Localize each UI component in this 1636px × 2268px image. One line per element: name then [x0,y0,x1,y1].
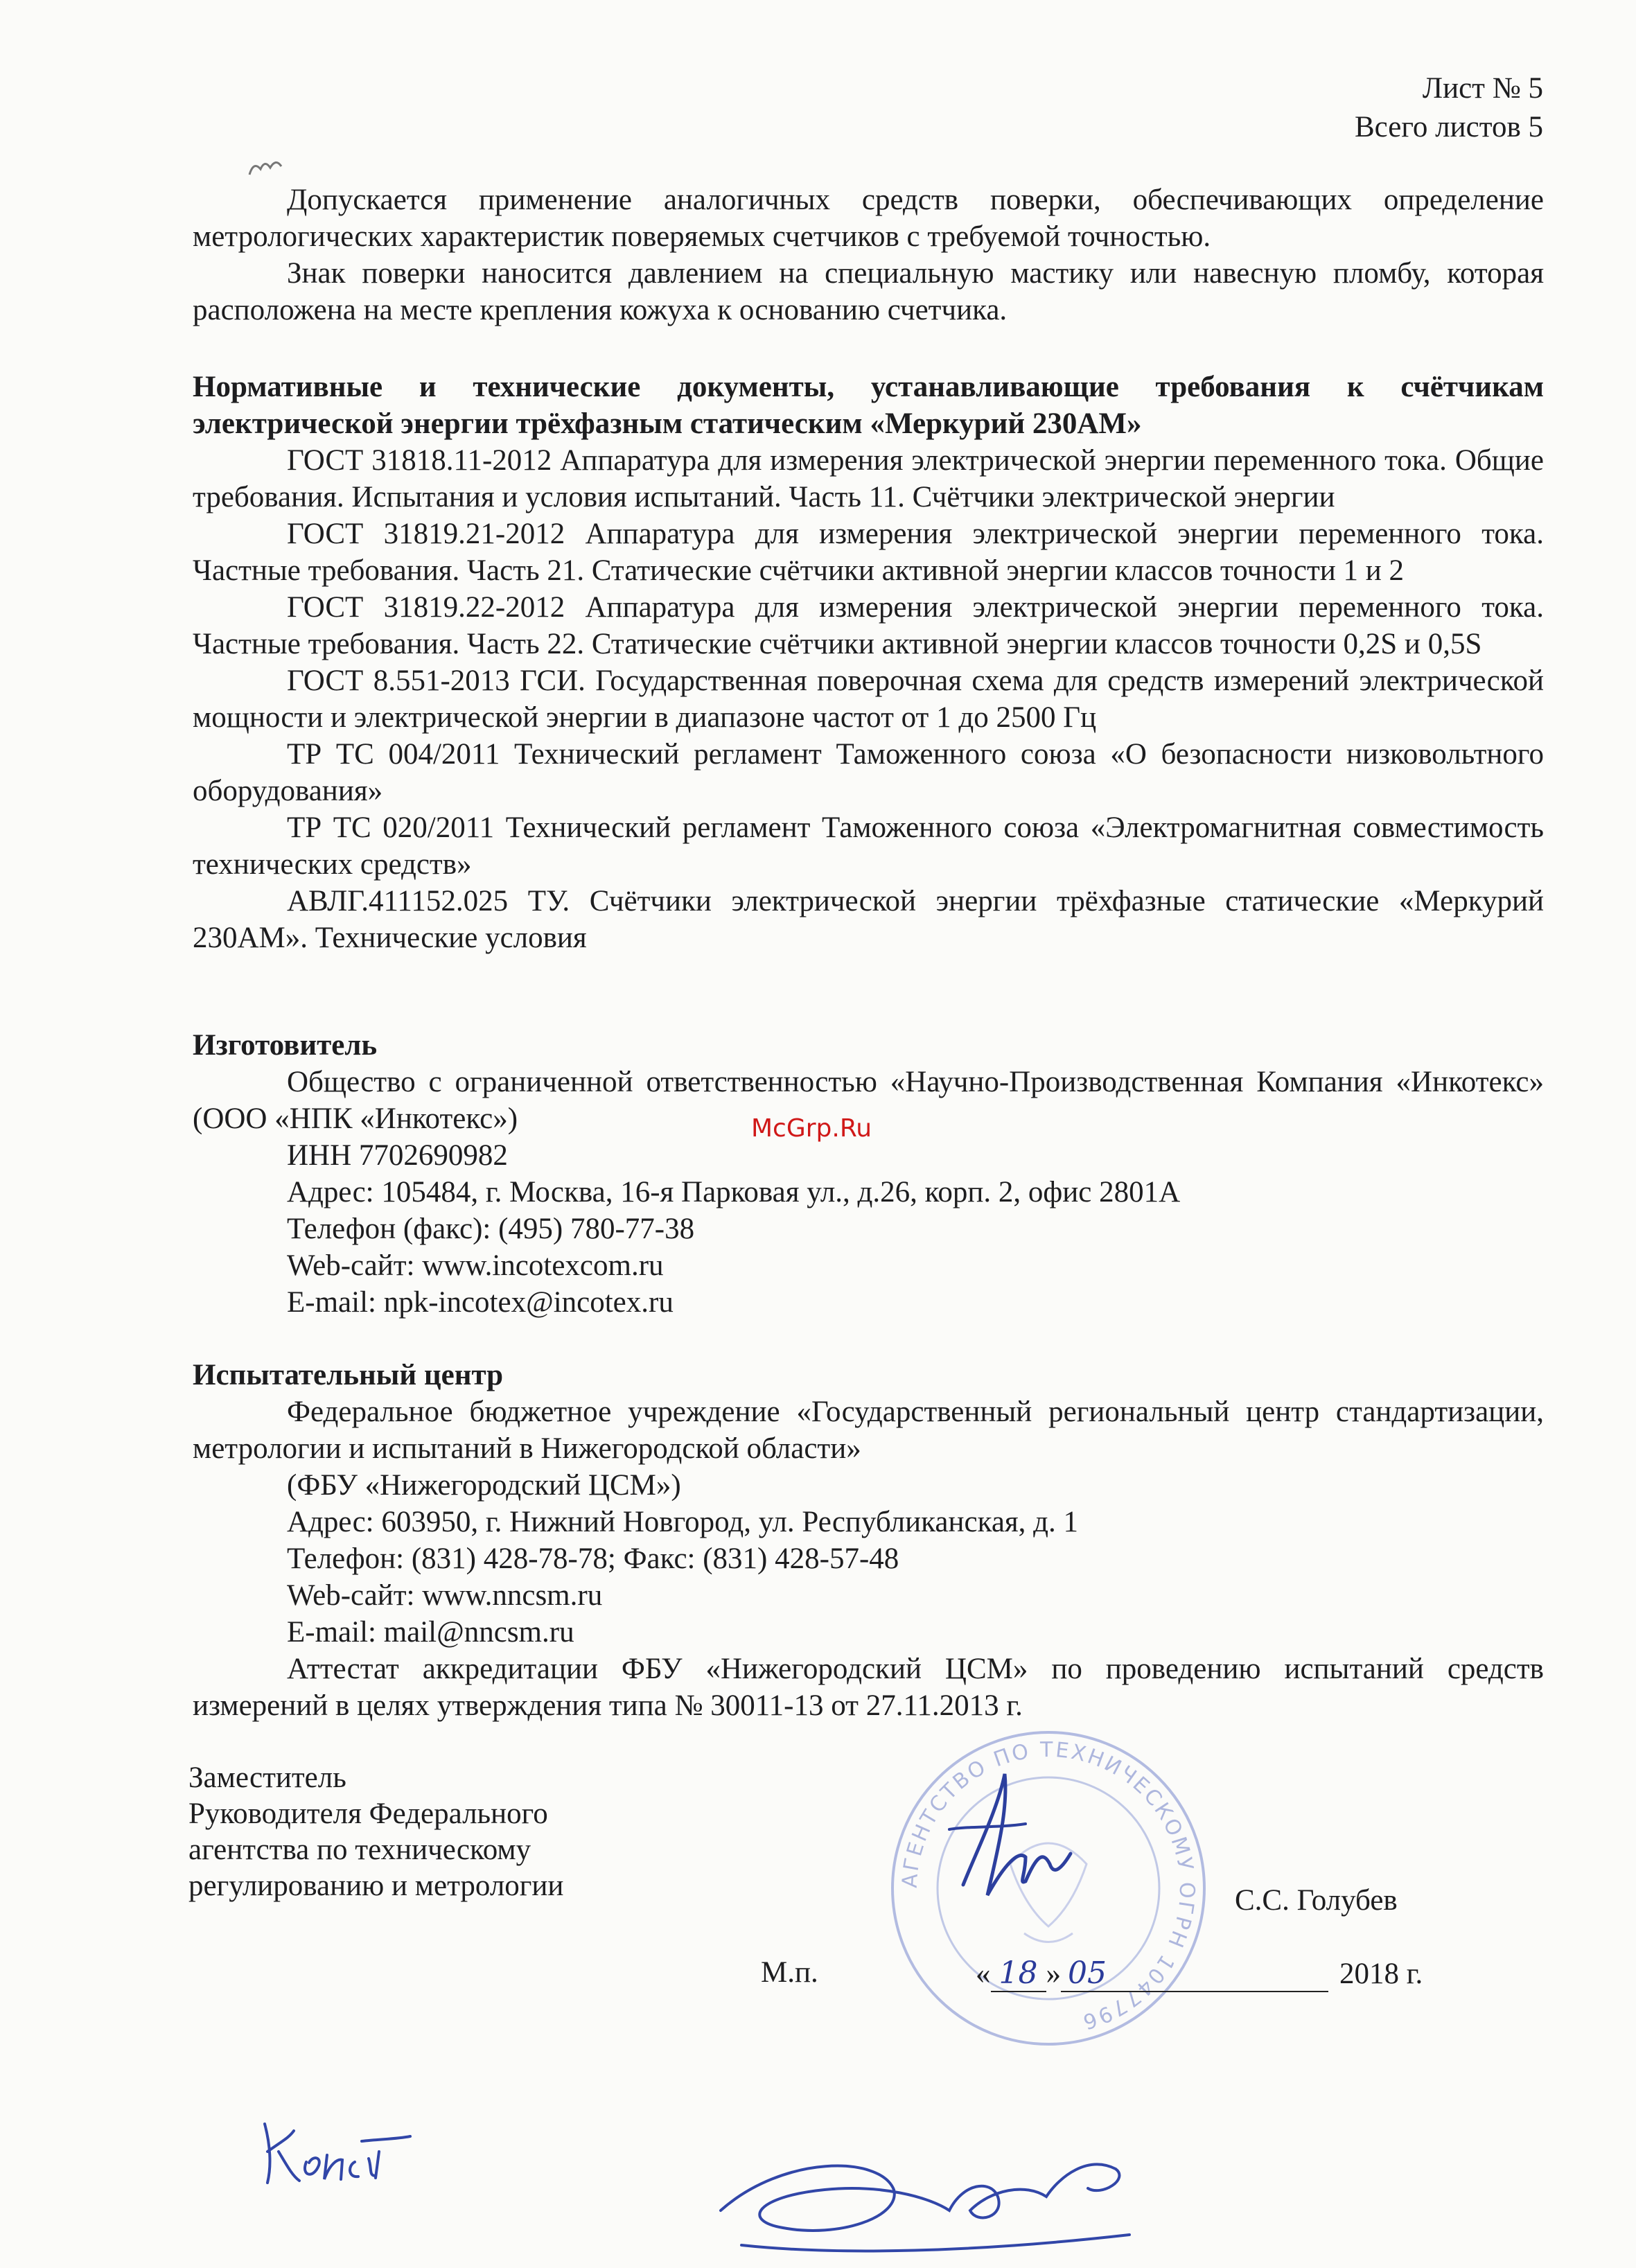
signature [922,1746,1088,1926]
normative-item: ГОСТ 31819.22-2012 Аппаратура для измерения электрической энергии переменного тока. Частные требования. Часть 22. Статические счётчики активной энергии классов точности 0,2S и 0,5S [193,591,1544,660]
date-day: 18 [999,1955,1038,1991]
test-center-website: Web-сайт: www.nncsm.ru [287,1579,603,1612]
intro-section [193,182,1544,328]
signatory-block [188,1760,563,1904]
date-quote-close: » [1046,1958,1061,1990]
signatory-line: Руководителя Федерального [188,1797,548,1830]
date-quote-open: « [976,1958,991,1990]
sheet-number: Лист № 5 [1422,72,1543,105]
normative-item: ТР ТС 020/2011 Технический регламент Таможенного союза «Электромагнитная совместимость технических средств» [193,811,1544,881]
sheet-total: Всего листов 5 [1354,111,1543,143]
manufacturer-section [193,1027,1544,1321]
manufacturer-title: Изготовитель [193,1029,378,1062]
date-year: 2018 г. [1339,1958,1423,1990]
test-center-email: E-mail: mail@nncsm.ru [287,1616,574,1649]
manufacturer-name: Общество с ограниченной ответственностью «Научно-Производственная Компания «Инкотекс» (ООО «НПК «Инкотекс») [193,1066,1544,1135]
watermark: McGrp.Ru [751,1114,872,1143]
manufacturer-email: E-mail: npk-incotex@incotex.ru [287,1286,674,1319]
intro-paragraph-2: Знак поверки наносится давлением на специальную мастику или навесную пломбу, которая расположена на месте крепления кожуха к основанию счетчика. [193,257,1544,326]
test-center-address: Адрес: 603950, г. Нижний Новгород, ул. Республиканская, д. 1 [287,1506,1079,1538]
scan-artifact [247,154,288,182]
signatory-line: агентства по техническому [188,1834,531,1866]
sheet-header [1355,69,1543,147]
normative-item: ГОСТ 31819.21-2012 Аппаратура для измерения электрической энергии переменного тока. Частные требования. Часть 21. Статические счётчики активной энергии классов точности 1 и 2 [193,518,1544,587]
normative-title: Нормативные и технические документы, устанавливающие требования к счётчикам электрической энергии трёхфазным статическим «Меркурий 230АМ» [193,371,1544,440]
signatory-line: регулированию и метрологии [188,1870,564,1902]
manufacturer-website: Web-сайт: www.incotexcom.ru [287,1249,664,1282]
manufacturer-address: Адрес: 105484, г. Москва, 16-я Парковая ул., д.26, корп. 2, офис 2801А [287,1176,1181,1208]
signer-name: С.С. Голубев [1235,1884,1398,1917]
test-center-section [193,1357,1544,1724]
test-center-title: Испытательный центр [193,1359,504,1391]
seal-place-label: М.п. [761,1956,818,1989]
normative-item: ГОСТ 31818.11-2012 Аппаратура для измерения электрической энергии переменного тока. Общие требования. Испытания и условия испытаний. Часть 11. Счётчики электрической энергии [193,444,1544,513]
manufacturer-phone: Телефон (факс): (495) 780-77-38 [287,1213,695,1245]
date-month: 05 [1068,1955,1107,1991]
date-line [976,1955,1423,1992]
normative-section [193,369,1544,956]
handwritten-note [258,2110,417,2193]
test-center-short: (ФБУ «Нижегородский ЦСМ») [287,1469,681,1502]
normative-item: АВЛГ.411152.025 ТУ. Счётчики электрической энергии трёхфазные статические «Меркурий 230АМ». Технические условия [193,885,1544,954]
manufacturer-inn: ИНН 7702690982 [287,1139,508,1172]
test-center-accreditation: Аттестат аккредитации ФБУ «Нижегородский ЦСМ» по проведению испытаний средств измерений в целях утверждения типа № 30011-13 от 27.11.2013 г. [193,1653,1544,1722]
test-center-phone: Телефон: (831) 428-78-78; Факс: (831) 428-57-48 [287,1542,899,1575]
signatory-line: Заместитель [188,1761,346,1794]
stamp-text: АГЕНТСТВО ПО ТЕХНИЧЕСКОМУ ОГРН 1047796 [897,1737,1199,2034]
normative-item: ГОСТ 8.551-2013 ГСИ. Государственная поверочная схема для средств измерений электрической мощности и электрической энергии в диапазоне частот от 1 до 2500 Гц [193,665,1544,734]
normative-item: ТР ТС 004/2011 Технический регламент Таможенного союза «О безопасности низковольтного оборудования» [193,738,1544,807]
test-center-name: Федеральное бюджетное учреждение «Государственный региональный центр стандартизации, метрологии и испытаний в Нижегородской области» [193,1396,1544,1465]
signature [700,2107,1143,2266]
intro-paragraph-1: Допускается применение аналогичных средств поверки, обеспечивающих определение метрологических характеристик поверяемых счетчиков с требуемой точностью. [193,184,1544,253]
